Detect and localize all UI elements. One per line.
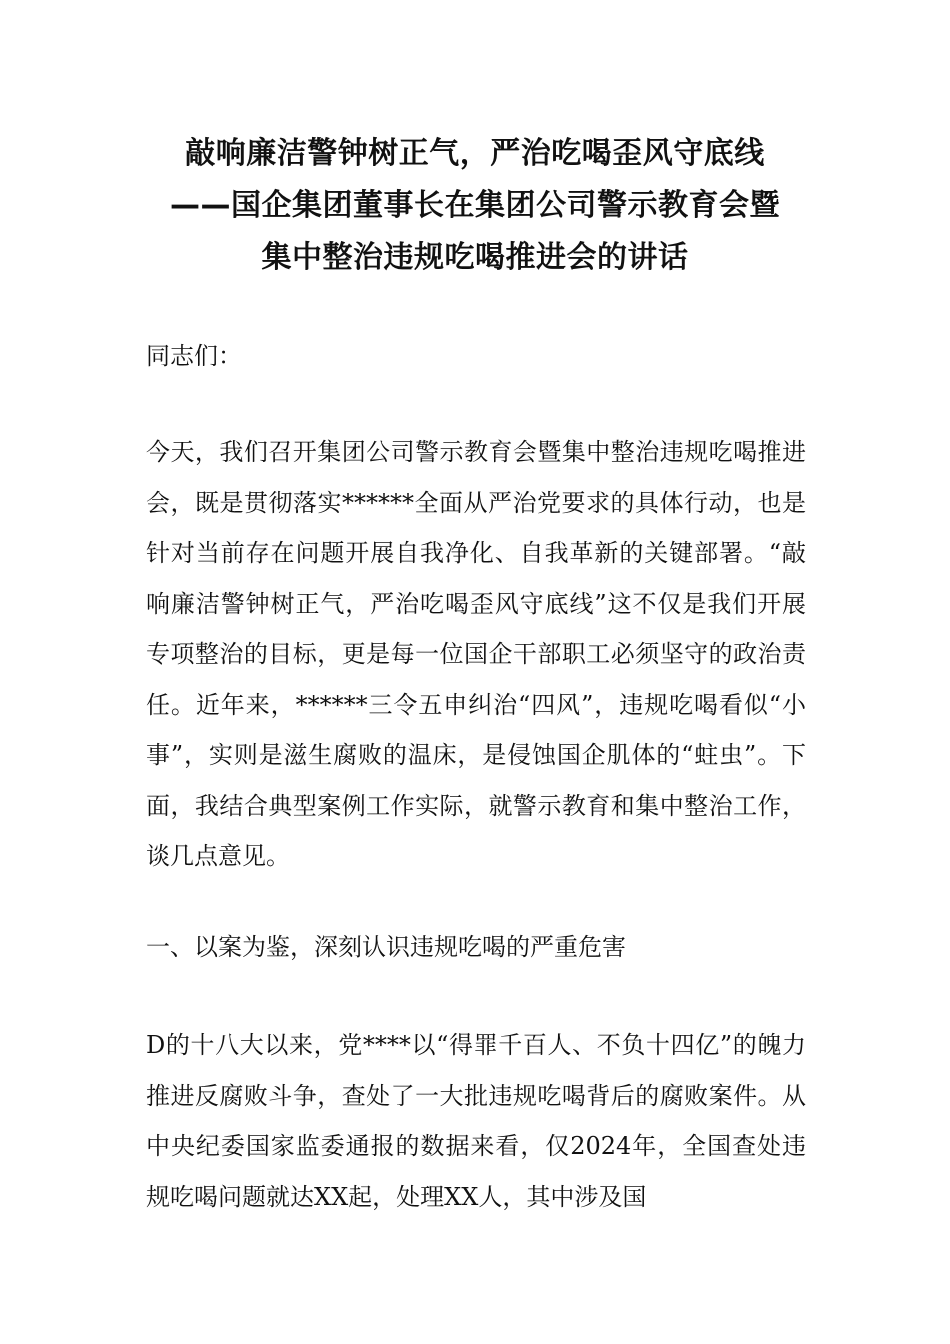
title-line-2: ——国企集团董事长在集团公司警示教育会暨 [170,188,780,223]
document-title [120,128,830,284]
body-paragraph-intro: 今天，我们召开集团公司警示教育会暨集中整治违规吃喝推进会，既是贯彻落实******全面从严治党要求的具体行动，也是针对当前存在问题开展自我净化、自我革新的关键部署。“敲响廉洁警钟树正气，严治吃喝歪风守底线”这不仅是我们开展专项整治的目标，更是每一位国企干部职工必须坚守的政治责任。近年来，******三令五申纠治“四风”，违规吃喝看似“小事”，实则是滋生腐败的温床，是侵蚀国企肌体的“蛀虫”。下面，我结合典型案例工作实际，就警示教育和集中整治工作，谈几点意见。 [146,438,806,870]
body-paragraph-section-1: D的十八大以来，党****以“得罪千百人、不负十四亿”的魄力推进反腐败斗争，查处了一大批违规吃喝背后的腐败案件。从中央纪委国家监委通报的数据来看，仅2024年，全国查处违规吃喝问题就达XX起，处理XX人，其中涉及国 [146,1031,806,1211]
salutation: 同志们： [146,342,242,370]
section-heading-1: 一、以案为鉴，深刻认识违规吃喝的严重危害 [146,933,626,961]
title-line-1: 敲响廉洁警钟树正气，严治吃喝歪风守底线 [185,136,765,171]
title-line-3: 集中整治违规吃喝推进会的讲话 [261,240,689,275]
